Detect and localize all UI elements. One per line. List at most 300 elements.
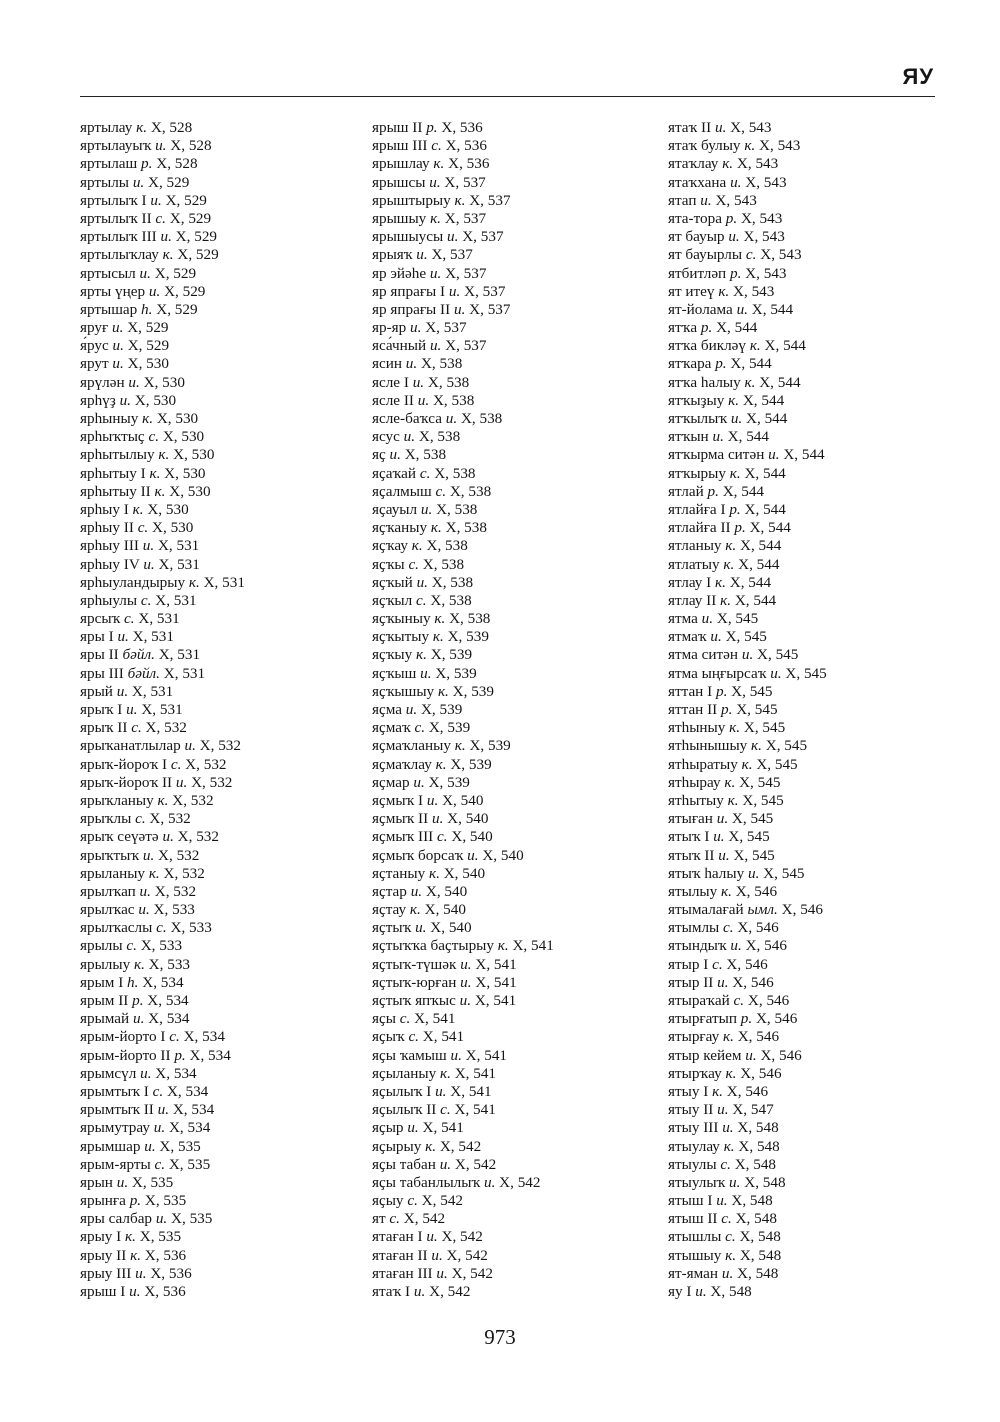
entry-pos-abbreviation: и. — [429, 173, 441, 191]
entry-page-reference: X, 531 — [158, 555, 200, 573]
index-entry — [372, 628, 554, 646]
index-entry — [668, 974, 827, 992]
entry-pos-abbreviation: к. — [712, 1082, 723, 1100]
entry-pos-abbreviation: и. — [139, 882, 151, 900]
entry-page-reference: X, 540 — [430, 919, 472, 937]
entry-pos-abbreviation: с. — [416, 591, 427, 609]
entry-pos-abbreviation: и. — [184, 737, 196, 755]
index-entry — [668, 537, 827, 555]
entry-headword: ятҡа бикләү — [668, 337, 747, 355]
entry-pos-abbreviation: и. — [415, 919, 427, 937]
entry-page-reference: X, 532 — [149, 810, 191, 828]
entry-headword: ятыр кейем — [668, 1046, 742, 1064]
entry-headword: яҫмыҡ I — [372, 791, 424, 809]
index-entry — [668, 901, 827, 919]
entry-pos-abbreviation: и. — [453, 300, 466, 318]
entry-pos-abbreviation: к. — [497, 937, 509, 955]
entry-headword: ярыҡлы — [80, 810, 132, 828]
entry-page-reference: X, 535 — [131, 1173, 174, 1191]
entry-headword: ятаған I — [372, 1228, 423, 1246]
index-entry — [80, 119, 245, 137]
entry-headword: ят бауырлы — [668, 246, 743, 264]
entry-page-reference: X, 538 — [436, 500, 478, 518]
index-entry — [372, 410, 554, 428]
entry-headword: яҫтыҡ-юрған — [372, 973, 457, 991]
entry-pos-abbreviation: и. — [410, 319, 422, 337]
entry-headword: ярыш I — [80, 1283, 126, 1300]
index-entry — [372, 592, 554, 610]
index-entry — [80, 265, 245, 283]
index-entry — [372, 155, 554, 173]
index-entry — [372, 556, 554, 574]
entry-page-reference: X, 543 — [759, 137, 801, 155]
entry-headword: яртылыҡ I — [80, 191, 147, 209]
entry-page-reference: X, 531 — [141, 701, 183, 718]
entry-page-reference: X, 533 — [148, 955, 191, 973]
entry-page-reference: X, 535 — [139, 1228, 182, 1246]
entry-pos-abbreviation: к. — [725, 1064, 737, 1082]
entry-page-reference: X, 544 — [742, 391, 785, 409]
index-entry — [668, 465, 827, 483]
entry-page-reference: X, 546 — [737, 1028, 780, 1046]
entry-pos-abbreviation: и. — [135, 1264, 147, 1282]
entry-page-reference: X, 547 — [732, 1101, 774, 1119]
index-entry — [372, 428, 554, 446]
index-entry — [372, 1156, 554, 1174]
index-entry — [372, 192, 554, 210]
entry-pos-abbreviation: к. — [430, 519, 442, 537]
index-entry — [668, 1010, 827, 1028]
entry-page-reference: X, 542 — [439, 1137, 482, 1155]
entry-pos-abbreviation: и. — [745, 1046, 757, 1064]
entry-pos-abbreviation: и. — [119, 391, 131, 409]
entry-headword: ятҡылыҡ — [668, 410, 728, 427]
entry-headword: ятышыу — [668, 1246, 722, 1264]
entry-pos-abbreviation: к. — [729, 464, 741, 482]
entry-pos-abbreviation: с. — [156, 919, 167, 937]
entry-page-reference: X, 540 — [424, 901, 466, 919]
entry-page-reference: X, 538 — [404, 446, 447, 464]
index-entry — [668, 737, 827, 755]
entry-page-reference: X, 534 — [148, 1010, 190, 1028]
entry-page-reference: X, 544 — [734, 591, 777, 609]
entry-page-reference: X, 546 — [747, 992, 790, 1009]
entry-pos-abbreviation: и. — [150, 191, 162, 209]
entry-pos-abbreviation: с. — [419, 464, 431, 482]
entry-headword: ятышлы — [668, 1228, 722, 1246]
entry-page-reference: X, 535 — [144, 1192, 187, 1210]
entry-page-reference: X, 529 — [127, 337, 170, 355]
index-entry — [80, 810, 245, 828]
entry-headword: ятындыҡ — [668, 937, 727, 955]
entry-page-reference: X, 528 — [170, 137, 212, 155]
entry-pos-abbreviation: с. — [137, 519, 149, 537]
index-entry — [80, 974, 245, 992]
entry-headword: яҫ — [372, 446, 386, 464]
entry-page-reference: X, 546 — [732, 973, 774, 991]
entry-pos-abbreviation: р. — [700, 319, 713, 337]
index-entry — [372, 1138, 554, 1156]
entry-pos-abbreviation: р. — [174, 1046, 186, 1064]
index-entry — [668, 155, 827, 173]
entry-page-reference: X, 532 — [191, 773, 233, 791]
entry-page-reference: X, 544 — [783, 446, 825, 464]
entry-headword: ятһырау — [668, 773, 721, 791]
entry-pos-abbreviation: к. — [744, 373, 756, 391]
index-entry — [668, 1228, 827, 1246]
entry-page-reference: X, 531 — [157, 537, 200, 555]
entry-pos-abbreviation: и. — [175, 773, 188, 791]
entry-page-reference: X, 528 — [156, 155, 198, 173]
entry-pos-abbreviation: с. — [170, 755, 182, 773]
index-entry — [668, 428, 827, 446]
entry-page-reference: X, 541 — [422, 1028, 465, 1046]
index-entry — [668, 683, 827, 701]
entry-pos-abbreviation: р. — [707, 482, 719, 500]
entry-pos-abbreviation: и. — [126, 701, 138, 718]
entry-page-reference: X, 541 — [422, 1119, 464, 1137]
index-entry — [80, 628, 245, 646]
entry-headword: ярый — [80, 682, 113, 700]
index-entry — [80, 1156, 245, 1174]
entry-pos-abbreviation: р. — [129, 1192, 142, 1210]
entry-pos-abbreviation: и. — [730, 410, 743, 427]
entry-headword: ятыш I — [668, 1192, 713, 1210]
index-entry — [372, 210, 554, 228]
entry-headword: яҫылыҡ II — [372, 1101, 437, 1119]
entry-pos-abbreviation: и. — [459, 992, 472, 1009]
entry-page-reference: X, 533 — [170, 919, 212, 937]
entry-headword: ярһытыу I — [80, 464, 146, 482]
entry-pos-abbreviation: с. — [152, 1082, 164, 1100]
entry-pos-abbreviation: к. — [411, 537, 423, 555]
entry-headword: яҫмыҡ II — [372, 810, 429, 828]
entry-page-reference: X, 545 — [742, 791, 784, 809]
entry-pos-abbreviation: к. — [430, 209, 441, 227]
entry-pos-abbreviation: и. — [436, 1264, 448, 1282]
entry-headword: ятап — [668, 191, 697, 209]
entry-page-reference: X, 534 — [189, 1046, 231, 1064]
entry-pos-abbreviation: и. — [460, 973, 472, 991]
index-entry — [372, 319, 554, 337]
entry-page-reference: X, 546 — [755, 1010, 798, 1028]
entry-pos-abbreviation: и. — [467, 846, 479, 864]
entry-page-reference: X, 548 — [734, 1155, 777, 1173]
index-entry — [80, 1065, 245, 1083]
entry-headword: ятма ситән — [668, 646, 739, 664]
entry-pos-abbreviation: и. — [128, 373, 140, 391]
index-entry — [372, 701, 554, 719]
entry-page-reference: X, 545 — [756, 755, 798, 773]
index-entry — [668, 355, 827, 373]
entry-headword: ярым-йорто I — [80, 1028, 166, 1046]
entry-pos-abbreviation: бәйл. — [122, 646, 155, 664]
entry-page-reference: X, 544 — [746, 410, 788, 427]
entry-page-reference: X, 546 — [737, 919, 779, 937]
index-entry — [372, 574, 554, 592]
index-entry — [80, 701, 245, 719]
entry-headword: яртылыҡ II — [80, 209, 152, 227]
index-entry — [668, 519, 827, 537]
entry-pos-abbreviation: и. — [142, 846, 155, 864]
entry-page-reference: X, 530 — [127, 355, 169, 373]
entry-headword: яртылыҡлау — [80, 246, 159, 264]
entry-pos-abbreviation: и. — [160, 228, 172, 246]
entry-page-reference: X, 538 — [431, 573, 474, 591]
entry-page-reference: X, 544 — [738, 555, 780, 573]
entry-page-reference: X, 543 — [730, 119, 772, 136]
entry-page-reference: X, 544 — [744, 464, 786, 482]
entry-pos-abbreviation: с. — [140, 591, 152, 609]
entry-pos-abbreviation: и. — [413, 1283, 426, 1300]
index-entry — [668, 483, 827, 501]
index-entry — [372, 719, 554, 737]
index-entry — [80, 1028, 245, 1046]
entry-headword: яҫыр — [372, 1119, 404, 1137]
entry-page-reference: X, 542 — [441, 1228, 483, 1246]
entry-page-reference: X, 540 — [425, 882, 468, 900]
entry-pos-abbreviation: и. — [112, 319, 124, 337]
entry-page-reference: X, 530 — [134, 391, 177, 409]
entry-pos-abbreviation: к. — [133, 955, 145, 973]
index-entry — [668, 410, 827, 428]
entry-headword: ярымай — [80, 1010, 130, 1028]
entry-pos-abbreviation: с. — [745, 246, 757, 264]
entry-headword: ярһыу II — [80, 519, 134, 537]
entry-page-reference: X, 529 — [148, 173, 190, 191]
entry-headword: яҫҡы — [372, 555, 405, 573]
index-entry — [668, 847, 827, 865]
index-entry — [80, 374, 245, 392]
entry-pos-abbreviation: к. — [432, 628, 444, 646]
entry-page-reference: X, 532 — [177, 828, 219, 846]
entry-page-reference: X, 545 — [733, 846, 775, 864]
entry-headword: яҫҡау — [372, 537, 408, 555]
entry-pos-abbreviation: с. — [399, 1010, 411, 1028]
index-entry — [80, 956, 245, 974]
entry-page-reference: X, 528 — [150, 119, 193, 136]
entry-headword: ята-тора — [668, 209, 722, 227]
entry-pos-abbreviation: и. — [736, 300, 748, 318]
index-entry — [668, 828, 827, 846]
entry-page-reference: X, 538 — [427, 373, 470, 391]
index-entry — [80, 792, 245, 810]
entry-headword: ярыштырыу — [372, 191, 451, 209]
entry-page-reference: X, 543 — [745, 264, 787, 282]
entry-pos-abbreviation: к. — [154, 482, 166, 500]
entry-page-reference: X, 546 — [726, 955, 768, 973]
index-entry — [80, 174, 245, 192]
entry-pos-abbreviation: и. — [405, 355, 418, 373]
entry-pos-abbreviation: и. — [143, 555, 155, 573]
index-entry — [668, 937, 827, 955]
entry-pos-abbreviation: и. — [448, 282, 461, 300]
entry-pos-abbreviation: к. — [162, 246, 174, 264]
entry-pos-abbreviation: к. — [416, 646, 427, 664]
entry-headword: ятырҡау — [668, 1064, 722, 1082]
entry-pos-abbreviation: с. — [435, 482, 447, 500]
index-column-3 — [668, 119, 827, 1301]
entry-page-reference: X, 531 — [155, 591, 197, 609]
entry-pos-abbreviation: и. — [412, 373, 425, 391]
entry-pos-abbreviation: и. — [747, 864, 760, 882]
index-entry — [80, 301, 245, 319]
index-entry — [372, 919, 554, 937]
entry-page-reference: X, 546 — [781, 901, 823, 919]
entry-page-reference: X, 532 — [145, 719, 187, 737]
entry-headword: яҫмаҡлау — [372, 755, 432, 773]
index-entry — [372, 610, 554, 628]
entry-pos-abbreviation: и. — [722, 1119, 734, 1137]
index-entry — [80, 919, 245, 937]
index-entry — [668, 774, 827, 792]
index-entry — [80, 246, 245, 264]
entry-headword: ярут — [80, 355, 109, 373]
entry-page-reference: X, 534 — [155, 1064, 197, 1082]
entry-headword: яҫма — [372, 701, 402, 718]
entry-page-reference: X, 537 — [469, 300, 511, 318]
entry-page-reference: X, 545 — [728, 828, 770, 846]
entry-headword: ятҡырма ситән — [668, 446, 765, 464]
entry-headword: ятһытыу — [668, 791, 724, 809]
index-entry — [668, 919, 827, 937]
index-entry — [668, 1174, 827, 1192]
index-entry — [80, 556, 245, 574]
entry-pos-abbreviation: к. — [409, 901, 421, 919]
entry-headword: яҫмар — [372, 773, 410, 791]
entry-headword: ярһыу IV — [80, 555, 140, 573]
index-entry — [668, 1083, 827, 1101]
index-entry — [80, 410, 245, 428]
entry-pos-abbreviation: и. — [153, 1119, 166, 1137]
entry-pos-abbreviation: с. — [725, 1228, 736, 1246]
index-entry — [668, 246, 827, 264]
entry-page-reference: X, 531 — [163, 664, 206, 682]
entry-page-reference: X, 538 — [449, 610, 491, 628]
entry-page-reference: X, 535 — [159, 1137, 201, 1155]
entry-page-reference: X, 545 — [763, 864, 805, 882]
entry-headword: яттан I — [668, 682, 713, 700]
entry-pos-abbreviation: к. — [715, 573, 726, 591]
entry-page-reference: X, 541 — [454, 1101, 496, 1119]
index-entry — [80, 1174, 245, 1192]
entry-headword: ярым-ярты — [80, 1155, 151, 1173]
entry-headword: яртылау — [80, 119, 133, 136]
entry-headword: ярыш II — [372, 119, 423, 136]
index-entry — [372, 265, 554, 283]
index-entry — [372, 974, 554, 992]
entry-page-reference: X, 538 — [432, 391, 475, 409]
entry-headword: ярымсүл — [80, 1064, 137, 1082]
index-entry — [80, 883, 245, 901]
entry-page-reference: X, 546 — [726, 1082, 769, 1100]
index-entry — [668, 1047, 827, 1065]
entry-pos-abbreviation: к. — [722, 155, 734, 173]
entry-pos-abbreviation: и. — [405, 701, 418, 718]
entry-pos-abbreviation: и. — [435, 1082, 447, 1100]
entry-pos-abbreviation: р. — [715, 682, 728, 700]
index-entry — [668, 719, 827, 737]
entry-pos-abbreviation: к. — [158, 446, 170, 464]
index-column-2 — [372, 119, 554, 1301]
entry-headword: ятыу I — [668, 1082, 709, 1100]
entry-pos-abbreviation: с. — [126, 937, 137, 955]
entry-headword: ярышыу — [372, 209, 427, 227]
entry-pos-abbreviation: и. — [157, 1101, 170, 1119]
index-entry — [372, 683, 554, 701]
header-rule — [80, 96, 935, 97]
index-entry — [80, 901, 245, 919]
entry-page-reference: X, 539 — [420, 701, 463, 718]
entry-headword: ярһытыу II — [80, 482, 151, 500]
entry-pos-abbreviation: р. — [426, 119, 438, 136]
entry-pos-abbreviation: к. — [434, 610, 446, 628]
entry-headword: яҫыҡ — [372, 1028, 405, 1046]
entry-page-reference: X, 538 — [445, 519, 487, 537]
entry-pos-abbreviation: к. — [728, 391, 740, 409]
entry-pos-abbreviation: и. — [140, 1064, 152, 1082]
entry-pos-abbreviation: к. — [437, 682, 449, 700]
entry-headword: ятлау I — [668, 573, 712, 591]
index-entry — [668, 1101, 827, 1119]
entry-headword: ярыҡанатлылар — [80, 737, 181, 755]
index-entry — [372, 937, 554, 955]
entry-pos-abbreviation: с. — [155, 209, 166, 227]
entry-pos-abbreviation: и. — [770, 664, 782, 682]
entry-headword: ятһынышыу — [668, 737, 748, 755]
index-entry — [80, 1228, 245, 1246]
index-entry — [668, 1156, 827, 1174]
entry-headword: ятма ыңғырсаҡ — [668, 664, 767, 682]
index-entry — [668, 628, 827, 646]
entry-headword: яртышар — [80, 300, 138, 318]
entry-page-reference: X, 530 — [152, 519, 194, 537]
entry-page-reference: X, 545 — [725, 628, 767, 646]
index-entry — [372, 1247, 554, 1265]
entry-headword: ятаҡ I — [372, 1283, 411, 1300]
entry-page-reference: X, 532 — [199, 737, 241, 755]
entry-headword: ярыҡтыҡ — [80, 846, 140, 864]
entry-pos-abbreviation: и. — [132, 1010, 145, 1028]
index-entry — [668, 1265, 827, 1283]
index-entry — [80, 319, 245, 337]
entry-pos-abbreviation: и. — [431, 1246, 443, 1264]
entry-pos-abbreviation: и. — [155, 137, 167, 155]
entry-headword: яҫҡыш — [372, 664, 417, 682]
index-entry — [80, 446, 245, 464]
entry-page-reference: X, 537 — [462, 228, 504, 246]
index-column-1 — [80, 119, 245, 1301]
index-entry — [668, 701, 827, 719]
entry-pos-abbreviation: и. — [410, 882, 423, 900]
entry-page-reference: X, 539 — [435, 664, 477, 682]
index-entry — [372, 137, 554, 155]
entry-page-reference: X, 532 — [172, 791, 214, 809]
entry-headword: ярһытылыу — [80, 446, 155, 464]
index-entry — [668, 1283, 827, 1301]
index-entry — [80, 392, 245, 410]
index-entry — [668, 446, 827, 464]
index-entry — [80, 155, 245, 173]
index-entry — [372, 646, 554, 664]
entry-page-reference: X, 537 — [431, 246, 473, 264]
entry-page-reference: X, 548 — [710, 1283, 752, 1300]
entry-page-reference: X, 545 — [757, 646, 799, 664]
index-entry — [372, 1210, 554, 1228]
index-entry — [80, 574, 245, 592]
index-entry — [372, 1028, 554, 1046]
entry-headword: ярымшар — [80, 1137, 141, 1155]
